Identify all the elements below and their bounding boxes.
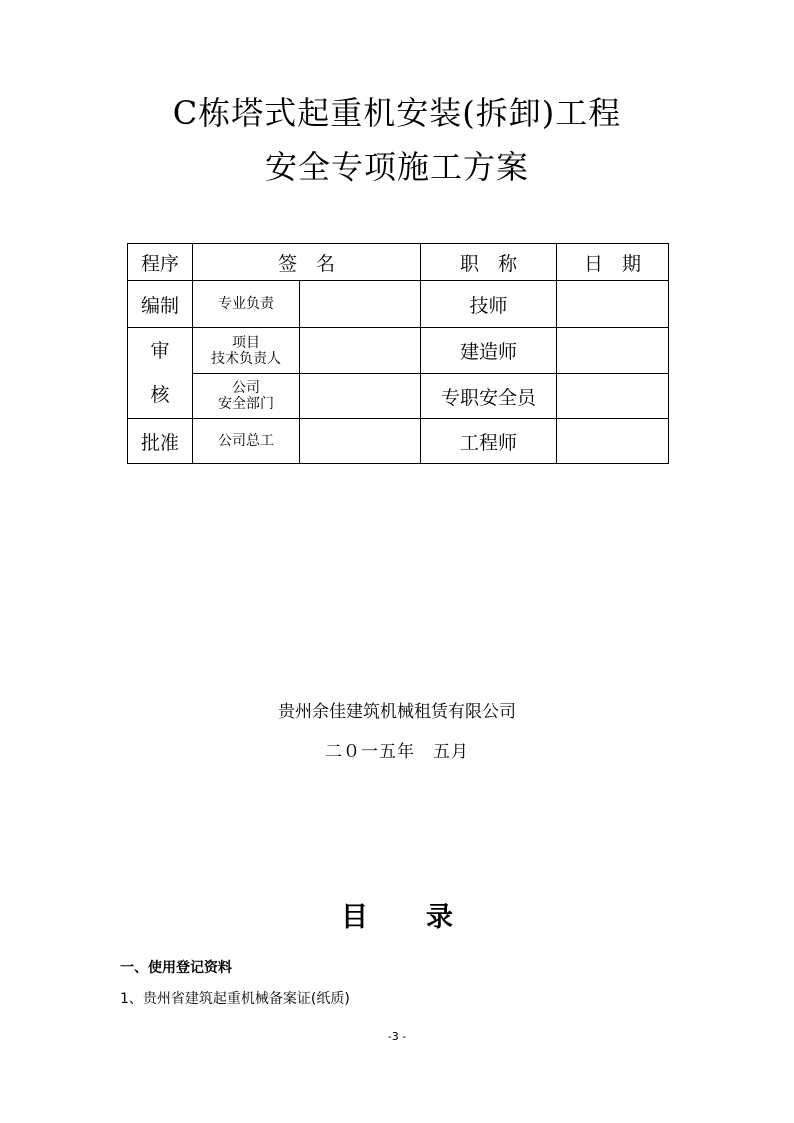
table-header-row <box>128 244 669 281</box>
position-cell: 技师 <box>421 281 557 328</box>
header-title: 职 称 <box>421 244 557 281</box>
signature-cell <box>300 374 421 419</box>
header-signature: 签 名 <box>193 244 421 281</box>
toc-heading-char1: 目 <box>341 902 368 933</box>
procedure-review-char2: 核 <box>150 384 170 406</box>
date-cell <box>557 328 669 374</box>
page-number: -3 - <box>387 1030 407 1043</box>
company-name: 贵州余佳建筑机械租赁有限公司 <box>278 702 516 722</box>
toc-item: 1、贵州省建筑起重机械备案证(纸质) <box>120 991 350 1007</box>
procedure-review-char1: 审 <box>150 340 170 362</box>
procedure-cell: 编制 <box>128 281 193 328</box>
table-row <box>128 419 669 464</box>
position-cell: 建造师 <box>421 328 557 374</box>
signature-cell <box>300 419 421 464</box>
table-row <box>128 328 669 374</box>
procedure-cell: 批准 <box>128 419 193 464</box>
table-row <box>128 281 669 328</box>
role-cell: 公司 安全部门 <box>193 374 300 419</box>
position-cell: 工程师 <box>421 419 557 464</box>
role-cell: 项目 技术负责人 <box>193 328 300 374</box>
document-title-line1: C栋塔式起重机安装(拆卸)工程 <box>172 94 622 132</box>
date-cell <box>557 419 669 464</box>
signature-table <box>127 243 669 464</box>
header-date: 日 期 <box>557 244 669 281</box>
document-date: 二０一五年 五月 <box>325 742 469 762</box>
position-cell: 专职安全员 <box>421 374 557 419</box>
signature-cell <box>300 281 421 328</box>
signature-cell <box>300 328 421 374</box>
role-cell: 公司总工 <box>193 419 300 464</box>
toc-heading-char2: 录 <box>426 902 453 933</box>
date-cell <box>557 281 669 328</box>
table-row <box>128 374 669 419</box>
header-procedure: 程序 <box>128 244 193 281</box>
toc-section-heading: 一、使用登记资料 <box>120 960 232 976</box>
document-title-line2: 安全专项施工方案 <box>264 148 529 186</box>
procedure-cell-review <box>128 328 193 419</box>
toc-heading <box>0 895 794 934</box>
role-cell: 专业负责 <box>193 281 300 328</box>
date-cell <box>557 374 669 419</box>
